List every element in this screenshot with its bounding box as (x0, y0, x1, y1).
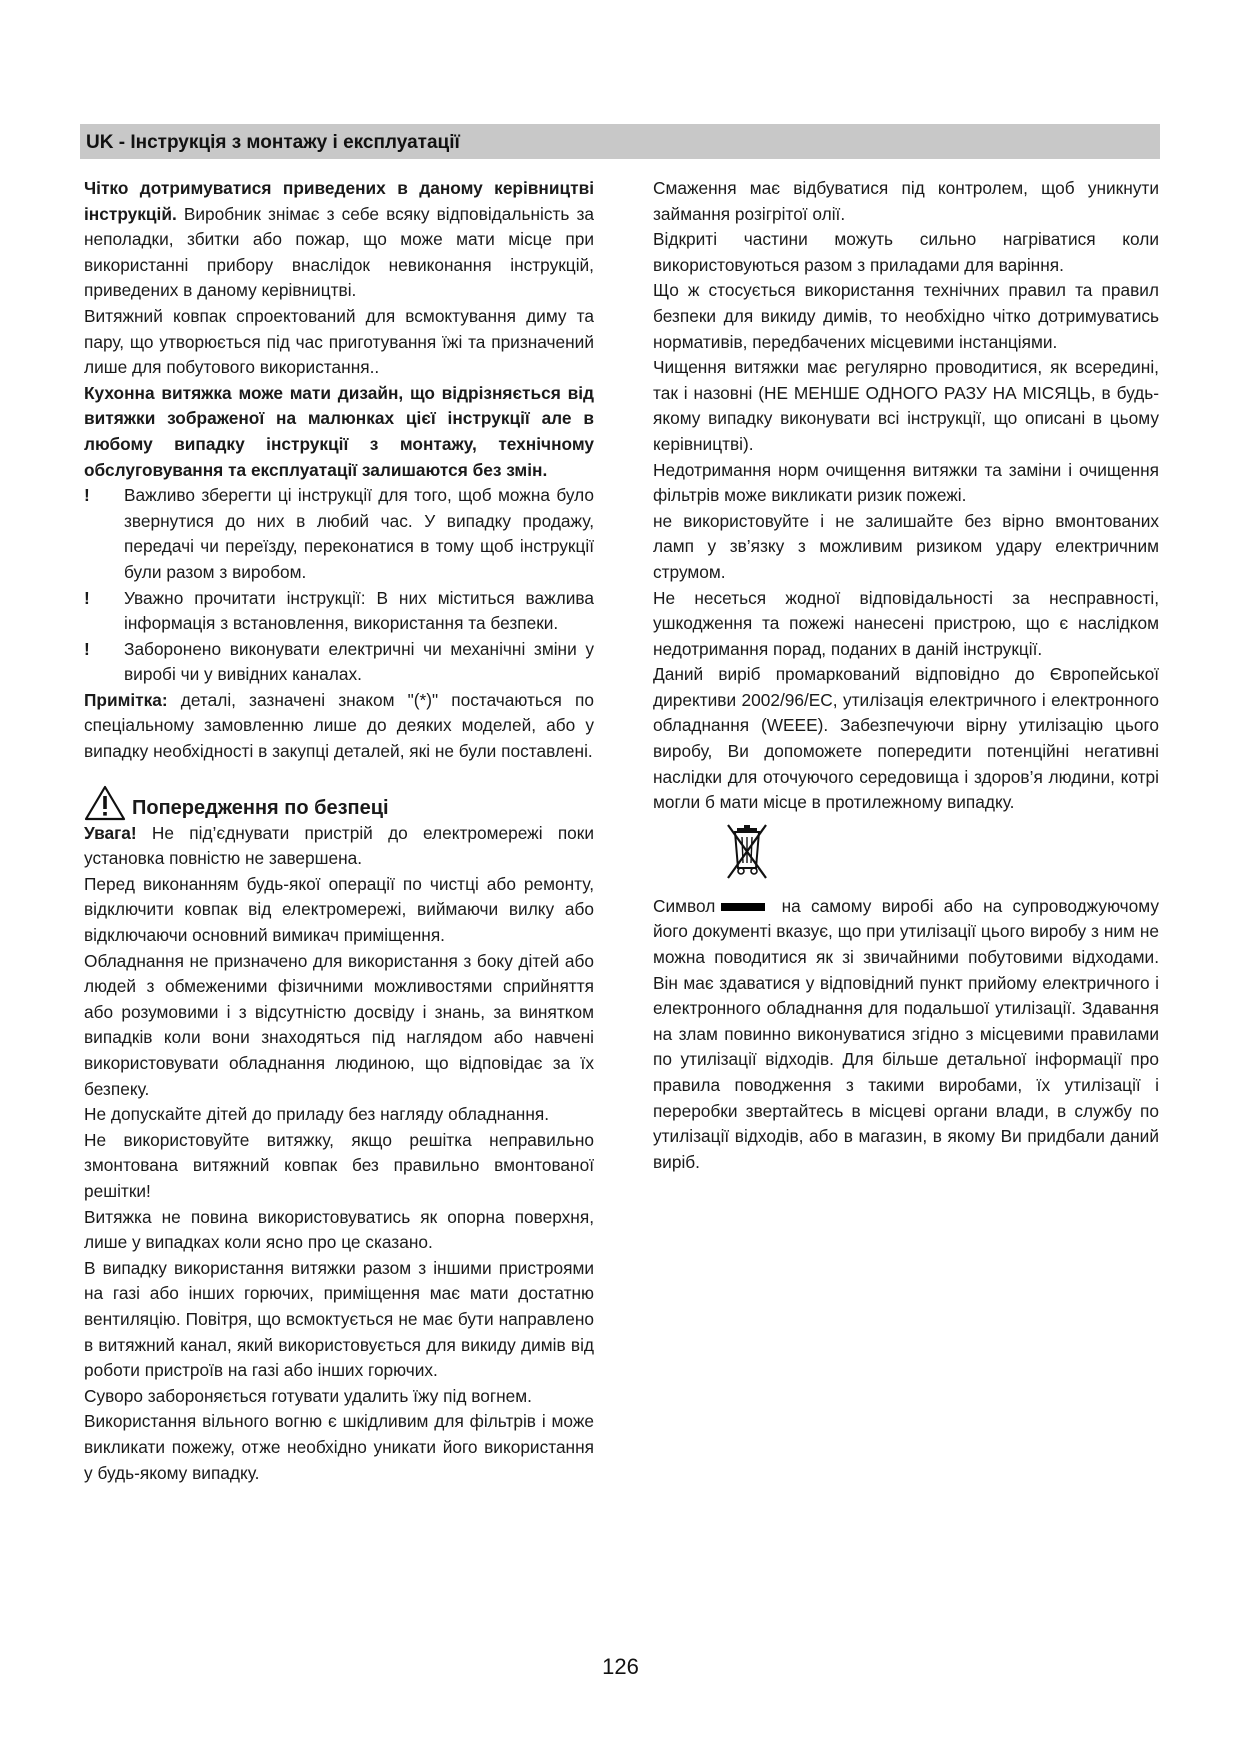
attention-label: Увага! (84, 822, 137, 843)
right-paragraph: Недотримання норм очищення витяжки та заміни і очищення фільтрів може викликати ризик пожежі. (653, 459, 1159, 506)
warning-triangle-icon (84, 785, 126, 821)
bullet-text: Важливо зберегти ці інструкції для того, щоб можна було звернутися до них в любий час. У випадку продажу, передачі чи переїзду, переконатися в тому щоб інструкції були разом з виробом. (124, 485, 594, 582)
intro-paragraph (84, 176, 594, 304)
safety-paragraph: Використання вільного вогню є шкідливим для фільтрів і може викликати пожежу, отже необхідно уникати його використання у будь-якому випадку. (84, 1411, 594, 1483)
weee-paragraph: Даний виріб промаркований відповідно до Європейської директиви 2002/96/EC, утилізація електричного і електронного обладнання (WEEE). Забезпечуючи вірну утилізацію цього виробу, Ви допоможете попередити потенційні негативні наслідки для оточуючого середовища і здоров’я людини, котрі могли б мати місце в протилежному випадку. (653, 664, 1159, 813)
weee-symbol-area (653, 822, 1159, 894)
symbol-word: Символ (653, 895, 716, 916)
symbol-text: на самому виробі або на супроводжуючому його документі вказує, що при утилізації цього виробу з ним не можна поводитися як зі звичайними побутовими відходами. Він має здаватися у відповідний пункт прийому електричного і електронного обладнання для подальшої утилізації. Здавання на злам повинно виконуватися згідно з місцевими правилами по утилізації відходів. Для більше детальної інформації про правила поводження з такими виробами, їх утилізації і переробки звертайтесь в місцеві органи влади, в службу по утилізації відходів, або в магазин, в якому Ви придбали даний виріб. (653, 895, 1159, 1172)
bullet-text: Заборонено виконувати електричні чи механічні зміни у виробі чи у вивідних каналах. (124, 638, 594, 685)
right-paragraph: Що ж стосується використання технічних правил та правил безпеки для викиду димів, то необхідно чітко дотримуватись нормативів, передбачених місцевими інстанціями. (653, 280, 1159, 352)
safety-paragraph: Обладнання не призначено для використання з боку дітей або людей з обмеженими фізичними можливостями сприйняття або розумовими і з відсутністю досвіду і знань, за винятком випадків коли вони знаходяться під наглядом або навчені використовувати обладнання людиною, що відповідає за їх безпеку. (84, 950, 594, 1099)
black-bar-symbol-icon (721, 903, 765, 911)
right-paragraph: Відкриті частини можуть сильно нагріватися коли використовуються разом з приладами для варіння. (653, 229, 1159, 275)
safety-heading (84, 785, 594, 821)
page-number: 126 (602, 1654, 639, 1679)
right-paragraph: Чищення витяжки має регулярно проводитися, як всередині, так і назовні (НЕ МЕНШЕ ОДНОГО РАЗУ НА МІСЯЦЬ, в будь-якому випадку виконувати всі інструкції, що описані в цьому керівництві). (653, 357, 1159, 454)
symbol-paragraph (653, 894, 1159, 1176)
note-text: деталі, зазначені знаком "(*)" постачаються по спеціальному замовленню лише до деяких моделей, або у випадку необхідності в закупці деталей, які не були поставлені. (84, 689, 594, 762)
purpose-paragraph: Витяжний ковпак спроектований для всмоктування диму та пару, що утворюється під час приготування їжі та призначений лише для побутового використання.. (84, 305, 594, 378)
exclamation-mark: ! (84, 587, 90, 608)
safety-paragraph: Не допускайте дітей до приладу без нагляду обладнання. (84, 1104, 550, 1125)
right-paragraph: Смаження має відбуватися під контролем, щоб уникнути займання розігрітої олії. (653, 178, 1159, 224)
note-label: Примітка: (84, 689, 168, 710)
intro-text: Виробник знімає з себе всяку відповідальність за неполадки, збитки або пожар, що може мати місце при використанні прибору внаслідок невиконання інструкцій, приведених в даному керівництві. (84, 203, 594, 301)
design-note-bold: Кухонна витяжка може мати дизайн, що відрізняється від витяжки зображеної на малюнках цієї інструкції але в любому випадку інструкції з монтажу, технічному обслуговування та експлуатації залишаются без змін. (84, 382, 594, 480)
attention-text: Не під’єднувати пристрій до електромережі поки установка повністю не завершена. (84, 822, 594, 869)
right-paragraph: Не несеться жодної відповідальності за несправності, ушкодження та пожежі нанесені пристрою, що є наслідком недотримання порад, поданих в даній інструкції. (653, 587, 1159, 659)
exclamation-mark: ! (84, 638, 90, 659)
exclamation-mark: ! (84, 485, 90, 506)
safety-paragraph: Витяжка не повина використовуватись як опорна поверхня, лише у випадках коли ясно про це сказано. (84, 1206, 594, 1253)
left-column (84, 176, 594, 1486)
right-column (653, 176, 1159, 1175)
crossed-bin-icon (723, 822, 771, 884)
safety-paragraph: Не використовуйте витяжку, якщо решітка неправильно змонтована витяжний ковпак без правильно вмонтованої решітки! (84, 1129, 594, 1201)
right-paragraph: не використовуйте і не залишайте без вірно вмонтованих ламп у зв’язку з можливим ризиком удару електричним струмом. (653, 510, 1159, 582)
bullet-item (84, 637, 594, 688)
section-header (80, 124, 1160, 159)
safety-paragraph: Перед виконанням будь-якої операції по чистці або ремонту, відключити ковпак від електромережі, виймаючи вилку або відключаючи основний вимикач приміщення. (84, 873, 594, 946)
note-paragraph (84, 688, 594, 765)
bullet-item (84, 483, 594, 585)
bullet-item (84, 586, 594, 637)
safety-title: Попередження по безпеці (132, 796, 389, 819)
safety-paragraph: Суворо забороняється готувати удалить їжу під вогнем. (84, 1385, 532, 1406)
bullet-text: Уважно прочитати інструкції: В них міститься важлива інформація з встановлення, використання та безпеки. (124, 587, 594, 634)
section-title: UK - Інструкція з монтажу і експлуатації (86, 132, 460, 153)
intro-bold: Чітко дотримуватися приведених в даному керівництві інструкцій. (84, 178, 594, 224)
attention-paragraph (84, 821, 594, 872)
safety-paragraph: В випадку використання витяжки разом з іншими пристроями на газі або інших горючих, приміщення має мати достатню вентиляцію. Повітря, що всмоктується не має бути направлено в витяжний канал, який використовується для викиду димів від роботи пристроїв на газі або інших горючих. (84, 1257, 594, 1381)
